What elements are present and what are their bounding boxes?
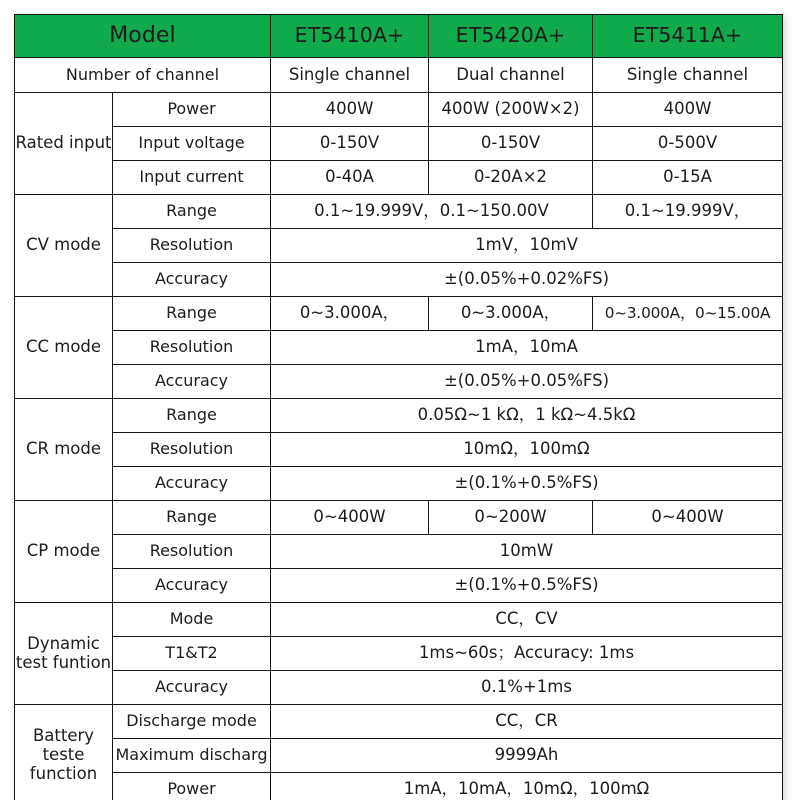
- cell-cr-resolution: 10mΩ，100mΩ: [271, 433, 783, 467]
- cell-power-et5411a: 400W: [593, 93, 783, 127]
- table-row-rated-input-voltage: [15, 127, 783, 161]
- cell-input-current-et5420a: 0-20A×2: [429, 161, 593, 195]
- row-label-power: Power: [113, 93, 271, 127]
- table-row-rated-input-current: [15, 161, 783, 195]
- table-row-cr-resolution: [15, 433, 783, 467]
- cell-channel-et5411a: Single channel: [593, 58, 783, 93]
- cell-input-current-et5410a: 0-40A: [271, 161, 429, 195]
- table-row-rated-input-power: [15, 93, 783, 127]
- cell-dynamic-accuracy: 0.1%+1ms: [271, 671, 783, 705]
- cell-battery-power: 1mA，10mA，10mΩ，100mΩ: [271, 773, 783, 800]
- table-row-cv-range: [15, 195, 783, 229]
- group-label-cr-mode: CR mode: [15, 399, 113, 501]
- row-label-cc-range: Range: [113, 297, 271, 331]
- cell-cp-accuracy: ±(0.1%+0.5%FS): [271, 569, 783, 603]
- row-label-input-voltage: Input voltage: [113, 127, 271, 161]
- group-label-cv-mode: CV mode: [15, 195, 113, 297]
- group-label-battery-teste-function: Battery teste function: [15, 705, 113, 800]
- cell-input-voltage-et5411a: 0-500V: [593, 127, 783, 161]
- cell-cp-resolution: 10mW: [271, 535, 783, 569]
- header-model-et5410a: ET5410A+: [271, 15, 429, 58]
- cell-cv-resolution: 1mV，10mV: [271, 229, 783, 263]
- table-row-cr-range: [15, 399, 783, 433]
- row-label-input-current: Input current: [113, 161, 271, 195]
- cell-channel-et5410a: Single channel: [271, 58, 429, 93]
- cell-channel-et5420a: Dual channel: [429, 58, 593, 93]
- table-row-battery-power: [15, 773, 783, 800]
- table-row-number-of-channel: [15, 58, 783, 93]
- table-row-cp-accuracy: [15, 569, 783, 603]
- table-row-cp-range: [15, 501, 783, 535]
- cell-cc-range-et5410a: 0~3.000A，: [271, 297, 429, 331]
- row-label-cv-accuracy: Accuracy: [113, 263, 271, 297]
- table-row-battery-maximum-discharge: [15, 739, 783, 773]
- table-row-battery-discharge-mode: [15, 705, 783, 739]
- row-label-dynamic-mode: Mode: [113, 603, 271, 637]
- group-label-dynamic-test-funtion: Dynamic test funtion: [15, 603, 113, 705]
- cell-cc-resolution: 1mA，10mA: [271, 331, 783, 365]
- cell-discharge-mode: CC，CR: [271, 705, 783, 739]
- cell-input-voltage-et5410a: 0-150V: [271, 127, 429, 161]
- cell-cr-accuracy: ±(0.1%+0.5%FS): [271, 467, 783, 501]
- header-model-et5420a: ET5420A+: [429, 15, 593, 58]
- row-label-cp-resolution: Resolution: [113, 535, 271, 569]
- row-label-discharge-mode: Discharge mode: [113, 705, 271, 739]
- table-header-row: [15, 15, 783, 58]
- row-label-dynamic-accuracy: Accuracy: [113, 671, 271, 705]
- header-model-label: Model: [15, 15, 271, 58]
- row-label-number-of-channel: Number of channel: [15, 58, 271, 93]
- group-label-cc-mode: CC mode: [15, 297, 113, 399]
- table-row-dynamic-accuracy: [15, 671, 783, 705]
- row-label-cp-range: Range: [113, 501, 271, 535]
- cell-maximum-discharg: 9999Ah: [271, 739, 783, 773]
- cell-dynamic-t1t2: 1ms~60s；Accuracy: 1ms: [271, 637, 783, 671]
- header-model-et5411a: ET5411A+: [593, 15, 783, 58]
- row-label-battery-power: Power: [113, 773, 271, 800]
- cell-power-et5410a: 400W: [271, 93, 429, 127]
- cell-power-et5420a: 400W (200W×2): [429, 93, 593, 127]
- row-label-cc-accuracy: Accuracy: [113, 365, 271, 399]
- cell-cc-range-et5411a: 0~3.000A，0~15.00A: [593, 297, 783, 331]
- row-label-cc-resolution: Resolution: [113, 331, 271, 365]
- cell-cc-accuracy: ±(0.05%+0.05%FS): [271, 365, 783, 399]
- table-row-cr-accuracy: [15, 467, 783, 501]
- table-row-cc-range: [15, 297, 783, 331]
- cell-dynamic-mode: CC，CV: [271, 603, 783, 637]
- row-label-cv-range: Range: [113, 195, 271, 229]
- table-row-dynamic-mode: [15, 603, 783, 637]
- group-label-rated-input: Rated input: [15, 93, 113, 195]
- table-row-cv-accuracy: [15, 263, 783, 297]
- cell-cv-range-et5410a-et5420a: 0.1~19.999V，0.1~150.00V: [271, 195, 593, 229]
- cell-input-voltage-et5420a: 0-150V: [429, 127, 593, 161]
- cell-cc-range-et5420a: 0~3.000A，: [429, 297, 593, 331]
- cell-cp-range-et5420a: 0~200W: [429, 501, 593, 535]
- group-label-cp-mode: CP mode: [15, 501, 113, 603]
- table-row-cc-resolution: [15, 331, 783, 365]
- cell-cp-range-et5411a: 0~400W: [593, 501, 783, 535]
- row-label-cv-resolution: Resolution: [113, 229, 271, 263]
- row-label-maximum-discharg: Maximum discharg: [113, 739, 271, 773]
- cell-cp-range-et5410a: 0~400W: [271, 501, 429, 535]
- row-label-cr-accuracy: Accuracy: [113, 467, 271, 501]
- table-row-cv-resolution: [15, 229, 783, 263]
- product-specification-table: [14, 14, 783, 800]
- row-label-cp-accuracy: Accuracy: [113, 569, 271, 603]
- table-row-cp-resolution: [15, 535, 783, 569]
- cell-cr-range: 0.05Ω~1 kΩ，1 kΩ~4.5kΩ: [271, 399, 783, 433]
- row-label-cr-resolution: Resolution: [113, 433, 271, 467]
- cell-cv-accuracy: ±(0.05%+0.02%FS): [271, 263, 783, 297]
- cell-input-current-et5411a: 0-15A: [593, 161, 783, 195]
- table-row-cc-accuracy: [15, 365, 783, 399]
- table-row-dynamic-t1t2: [15, 637, 783, 671]
- row-label-dynamic-t1t2: T1&T2: [113, 637, 271, 671]
- cell-cv-range-et5411a: 0.1~19.999V，: [593, 195, 783, 229]
- row-label-cr-range: Range: [113, 399, 271, 433]
